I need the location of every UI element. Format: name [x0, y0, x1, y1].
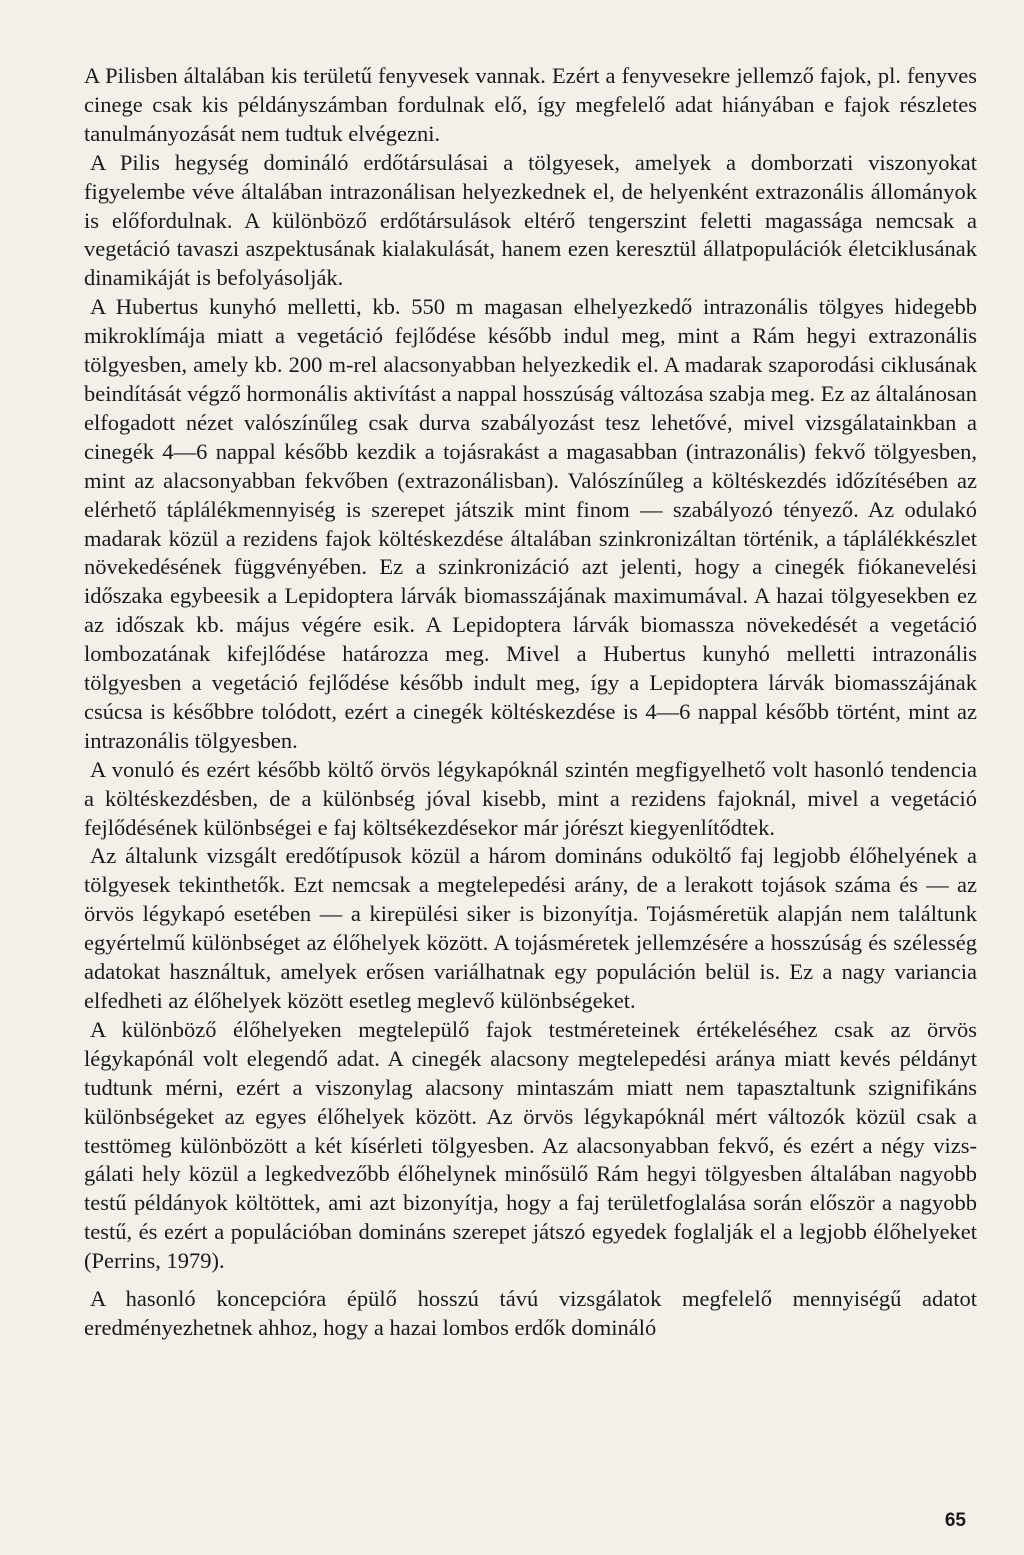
paragraph-7: A hasonló koncepcióra épülő hosszú távú vizsgálatok megfelelő mennyiségű adatot eredményezhetnek ahhoz, hogy a hazai lombos erdők domináló [84, 1286, 977, 1340]
page-number: 65 [944, 1510, 966, 1531]
paragraph-4: A vonuló és ezért később költő örvös légykapóknál szintén megfigyelhető volt hasonló tendencia a költéskezdésben, de a különbség jóval kisebb, mint a rezidens fajoknál, mivel a vegetáció fejlődésének különbségei e faj költsékezdésekor már jórészt kiegyenlítődtek. [84, 756, 977, 840]
paragraph-3: A Hubertus kunyhó melletti, kb. 550 m magasan elhelyezkedő intrazonális tölgyes hidegebb mikroklímája miatt a vegetáció fejlődése később indul meg, mint a Rám hegyi extrazonális tölgyesben, amely kb. 200 m-rel alacsonyabban helyezkedik el. A madarak szaporodási ciklusának beindítását végző hormonális aktivítást a nappal hosszúság változása szabja meg. Ez az általánosan elfogadott nézet valószínűleg csak durva szabályozást tesz lehetővé, mivel vizsgálatainkban a cinegék 4—6 nappal később kezdik a tojásrakást a magasabban (intrazonális) fekvő tölgyesben, mint az alacsonyabban fekvőben (extrazonálisban). Valószínűleg a költéskezdés időzítésében az elérhető táplálékmennyiség is szerepet játszik mint finom — szabályozó tényező. Az odulakó madarak közül a rezidens fajok költéskezdése általában szinkronizáltan történik, a táplálékkészlet növekedésének függvényében. Ez a szinkronizáció azt jelenti, hogy a cinegék fiókanevelési időszaka egybeesik a Lepidoptera lárvák biomasszájának maximumával. A hazai tölgyesekben ez az időszak kb. május végére esik. A Lepidoptera lárvák biomassza növekedését a vegetáció lombozatának kifejlődése határozza meg. Mivel a Hubertus kunyhó melletti intrazonális tölgyesben a vegetáció fejlődése később indult meg, így a Lepidoptera lárvák biomasszájának csúcsa is későbbre tolódott, ezért a cinegék költéskezdése is 4—6 nappal később történt, mint az intrazonális tölgyesben. [84, 294, 977, 753]
paragraph-1: A Pilisben általában kis területű fenyvesek vannak. Ezért a fenyvesekre jellemző fajok, pl. fenyves cinege csak kis példányszámban fordulnak elő, így megfelelő adat hiányában e fajok részletes tanulmányozását nem tudtuk elvégezni. [84, 63, 977, 146]
paragraph-5: Az általunk vizsgált eredőtípusok közül a három domináns oduköltő faj legjobb élőhelyének a tölgyesek tekinthetők. Ezt nemcsak a megtelepedési arány, de a lerakott tojások száma és — az örvös légykapó esetében — a kirepülési siker is bizonyítja. Tojásméretük alapján nem találtunk egyértelmű különbséget az élőhelyek között. A tojásméretek jellemzésére a hosszúság és szélesség adatokat használtuk, amelyek erősen variálhatnak egy populáción belül is. Ez a nagy variancia elfedheti az élőhelyek között esetleg meglevő különbségeket. [84, 843, 977, 1013]
paragraph-6: A különböző élőhelyeken megtelepülő fajok testméreteinek értékeléséhez csak az örvös légykapónál volt elegendő adat. A cinegék alacsony megtelepedési aránya miatt kevés példányt tudtunk mérni, ezért a viszonylag alacsony mintaszám miatt nem tapasztaltunk szignifikáns különbségeket az egyes élőhelyek között. Az örvös légykapóknál mért változók közül csak a testtömeg különbözött a két kísérleti tölgyesben. Az alacsonyabban fekvő, és ezért a négy vizsgálati hely közül a legkedvezőbb élőhelynek minősülő Rám hegyi tölgyesben általában nagyobb testű példányok költöttek, ami azt bizonyítja, hogy a faj területfoglalása során először a nagyobb testű, és ezért a populációban domináns szerepet játszó egyedek foglalják el a legjobb élőhelyeket (Perrins, 1979). [84, 1016, 977, 1274]
body-text [84, 62, 977, 1343]
paragraph-2: A Pilis hegység domináló erdőtársulásai a tölgyesek, amelyek a domborzati viszonyokat figyelembe véve általában intrazonálisan helyezkednek el, de helyenként extrazonális állományok is előfordulnak. A különböző erdőtársulások eltérő tengerszint feletti magassága nemcsak a vegetáció tavaszi aszpektusának kialakulását, hanem ezen keresztül állatpopulációk életciklusának dinamikáját is befolyásolják. [84, 149, 977, 291]
